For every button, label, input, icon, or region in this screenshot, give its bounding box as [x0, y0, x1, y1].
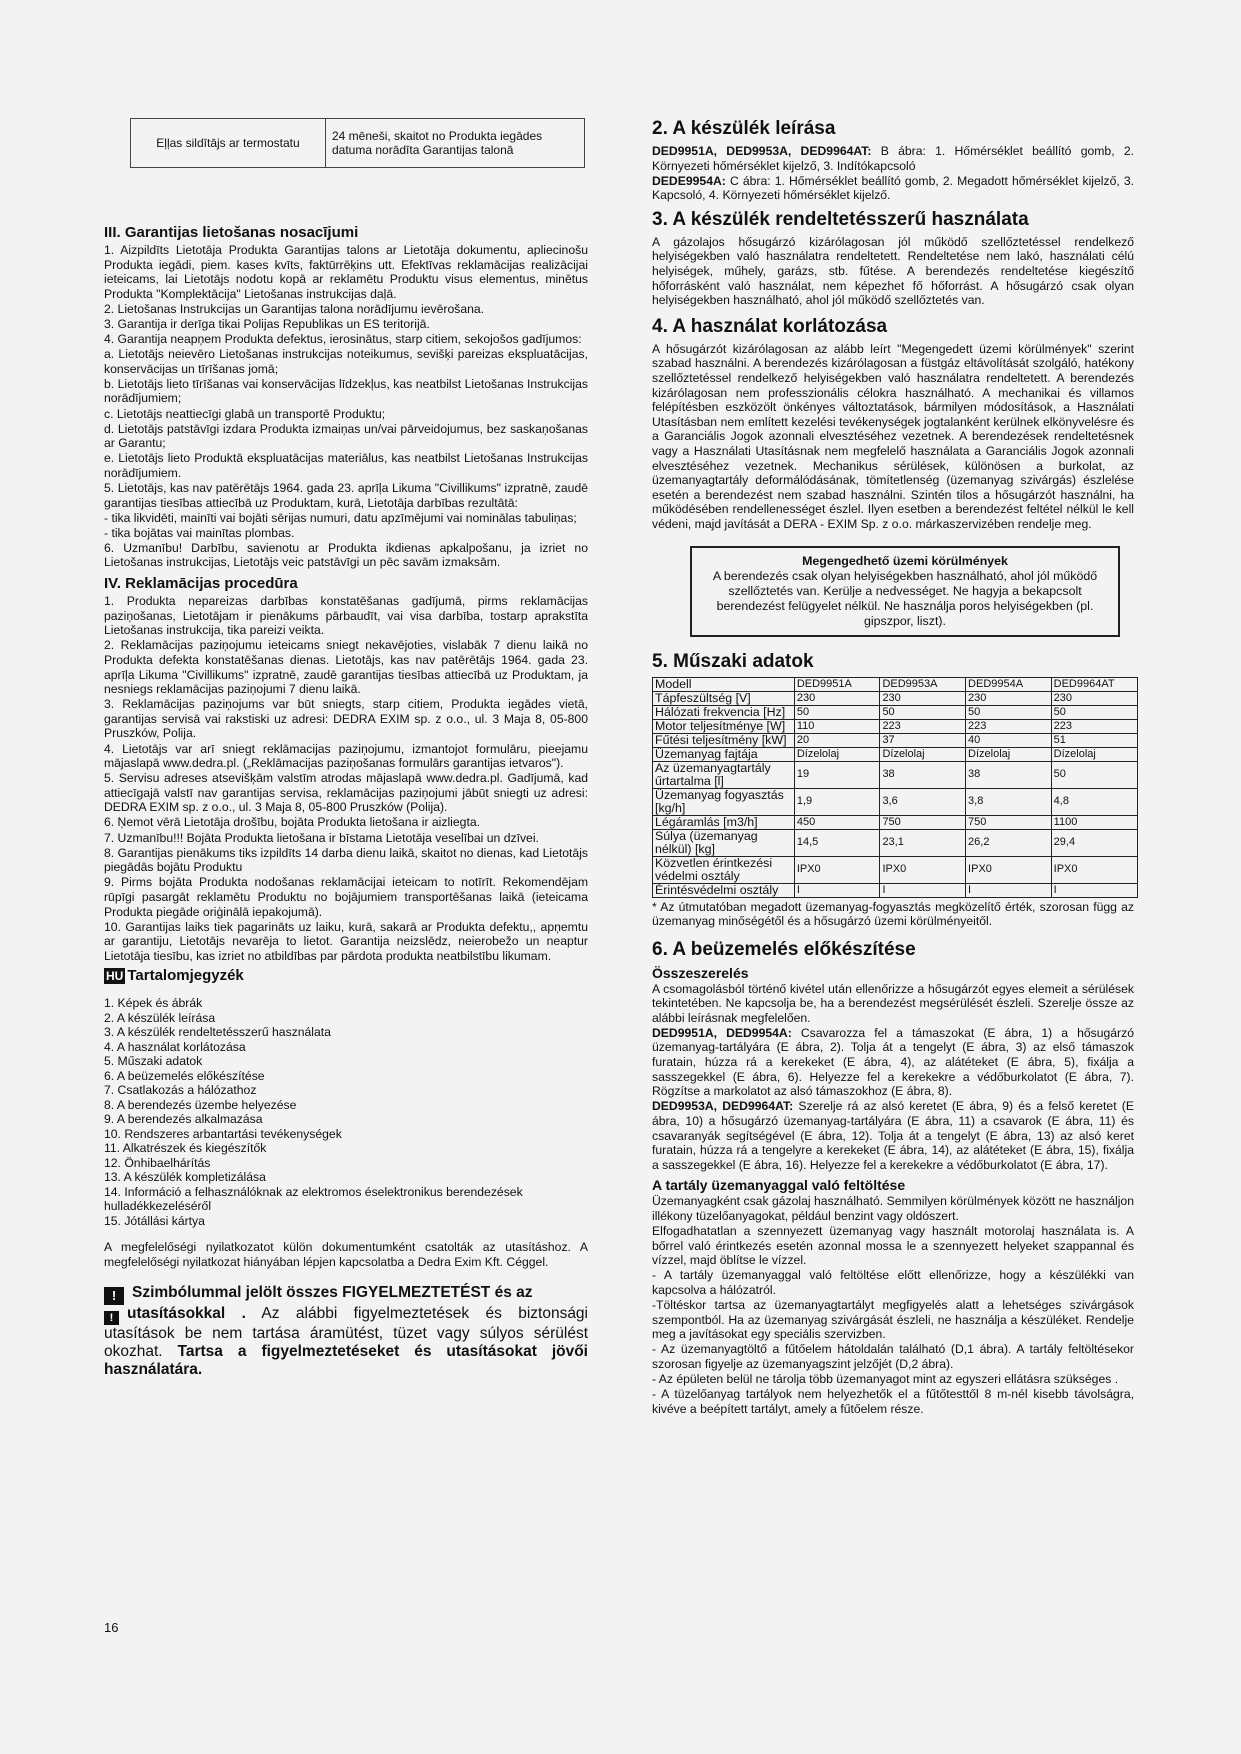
conformity-note: A megfelelőségi nyilatkozatot külön dokumentumként csatolták az utasításhoz. A megfelelőségi nyilatkozat hiányában lépjen kapcsolatba a Dedra Exim Kft. Céggel.: [104, 1240, 588, 1269]
section-3-body: A gázolajos hősugárzó kizárólagosan jól működő szellőztetéssel rendelkező helyiségekben való használatra rendeltetett. Rendeltetése nem lakó, használati célú helyiségek, műhely, garázs, stb. fűtése. A berendezés rendeltetése kiegészítő hőforrásként való használat, nem képezhet fő hőforrást. A hősugárzó csak olyan helyiségekben használható, ahol jól működő szellőztetés van.: [652, 234, 1134, 308]
table-cell: 50: [1051, 705, 1137, 719]
table-cell: Dízelolaj: [966, 747, 1052, 761]
model-list: DED9953A, DED9964AT:: [652, 1099, 794, 1114]
paragraph: b. Lietotājs lieto tīrīšanas vai konservācijas līdzekļus, kas neatbilst Lietošanas Instrukcijas norādījumiem;: [104, 376, 588, 406]
table-cell: 40: [966, 733, 1052, 747]
table-cell: 223: [880, 719, 966, 733]
paragraph: 3. Garantija ir derīga tikai Polijas Republikas un ES teritorijā.: [104, 316, 430, 331]
table-row: [653, 705, 1138, 719]
table-cell: 51: [1051, 733, 1137, 747]
paragraph: - tika bojātas vai mainītas plombas.: [104, 525, 295, 540]
table-cell: I: [966, 883, 1052, 897]
toc-item: 10. Rendszeres arbantartási tevékenységek: [104, 1126, 342, 1141]
description-text: B ábra: 1. Hőmérséklet beállító gomb, 2. Környezeti hőmérséklet kijelző, 3. Indítókapcsoló: [652, 144, 1134, 173]
paragraph: - Az üzemanyagtöltő a fűtőelem hátoldalán található (D,1 ábra). A tartály feltöltésekor szorosan figyelje az üzemanyagszint jelzőjét (D,2 ábra).: [652, 1342, 1134, 1371]
toc-item: 11. Alkatrészek és kiegészítők: [104, 1141, 267, 1156]
table-cell: Dízelolaj: [1051, 747, 1137, 761]
paragraph: [652, 174, 1134, 203]
row-label: Közvetlen érintkezési védelmi osztály: [653, 856, 795, 883]
paragraph: e. Lietotājs lieto Produktā ekspluatācijas materiālus, kas neatbilst Lietošanas Instrukcijas norādījumiem.: [104, 451, 588, 480]
table-cell: 14,5: [794, 829, 880, 856]
paragraph: - A tartály üzemanyaggal való feltöltése előtt ellenőrizze, hogy a készülékki van kapcsolva a hálózatról.: [652, 1268, 1134, 1297]
table-row: [653, 733, 1138, 747]
table-cell: 750: [880, 815, 966, 829]
toc-item: 13. A készülék kompletizálása: [104, 1170, 266, 1185]
paragraph: [652, 1026, 1134, 1099]
paragraph: 6. Uzmanību! Darbību, savienotu ar Produkta ikdienas apkalpošanu, ja izriet no Lietošanas instrukcijas, Lietotājs veic patstāvīgi un pēc savām izmaksām.: [104, 540, 588, 570]
table-row: [653, 761, 1138, 788]
assembly-body: [652, 982, 1134, 1173]
toc-item: 7. Csatlakozás a hálózathoz: [104, 1083, 257, 1098]
warning-text: Az alábbi figyelmeztetések és biztonsági utasítások be nem tartása áramütést, tüzet vagy súlyos sérülést okozhat.: [104, 1304, 588, 1360]
section-6-title: 6. A beüzemelés előkészítése: [652, 938, 916, 960]
table-cell: I: [880, 883, 966, 897]
guarantee-table: [130, 118, 585, 168]
table-cell: 230: [794, 691, 880, 705]
model-list: DEDE9954A:: [652, 173, 726, 188]
table-cell: IPX0: [966, 856, 1052, 883]
conditions-box: [690, 546, 1120, 637]
table-cell: 750: [966, 815, 1052, 829]
table-cell: 230: [1051, 691, 1137, 705]
warning-icon: !: [104, 1287, 124, 1305]
table-row: [653, 883, 1138, 897]
warning-bold-3: Tartsa a figyelmeztetéseket és utasításokat jövői használatára.: [104, 1342, 588, 1378]
toc-item: 9. A berendezés alkalmazása: [104, 1112, 263, 1127]
table-cell: 1,9: [794, 788, 880, 815]
table-cell: Dízelolaj: [794, 747, 880, 761]
column-header: DED9951A: [794, 677, 880, 691]
paragraph: c. Lietotājs neattiecīgi glabā un transportē Produktu;: [104, 406, 386, 421]
toc-item: 6. A beüzemelés előkészítése: [104, 1068, 265, 1083]
table-row: [653, 788, 1138, 815]
table-cell: 230: [966, 691, 1052, 705]
table-cell: IPX0: [794, 856, 880, 883]
toc-item: 2. A készülék leírása: [104, 1010, 216, 1025]
paragraph: 4. Garantija neapņem Produkta defektus, ierosinātus, starp citiem, sekojošos gadījumos:: [104, 332, 582, 347]
table-cell: IPX0: [1051, 856, 1137, 883]
section-iv-title: IV. Reklamācijas procedūra: [104, 575, 298, 593]
paragraph: 2. Lietošanas Instrukcijas un Garantijas talona norādījumu ievērošana.: [104, 301, 485, 316]
table-cell: 230: [880, 691, 966, 705]
paragraph: [652, 1099, 1134, 1172]
toc-item: 15. Jótállási kártya: [104, 1213, 205, 1228]
fuel-subtitle: A tartály üzemanyaggal való feltöltése: [652, 1177, 906, 1194]
row-label: Üzemanyag fogyasztás [kg/h]: [653, 788, 795, 815]
paragraph: 2. Reklamācijas paziņojumu ieteicams sniegt nekavējoties, vislabāk 7 dienu laikā no Produkta defekta konstatēšanas dienas. Lietotājs, kas nav patērētājs 1964. gada 23. aprīļa Likuma "Civillikums" izpratnē, zaudē garantijas tiesības attiecībā uz Produktam, ja nesniegs reklamācijas paziņojumi 7 dienu laikā.: [104, 638, 588, 697]
table-row: [653, 856, 1138, 883]
column-header: Modell: [653, 677, 795, 691]
paragraph: 7. Uzmanību!!! Bojāta Produkta lietošana ir bīstama Lietotāja veselībai un dzīvei.: [104, 830, 539, 845]
column-header: DED9953A: [880, 677, 966, 691]
assembly-text: Szerelje rá az alsó keretet (E ábra, 9) és a felső keretet (E ábra, 10) a hősugárzó üzemanyag-tartályára (E ábra, 11) a csavarok (E ábra, 11) és csavaranyák segítségével (E ábra, 12). Tolja át a tengelyt (E ábra, 13) az alsó keret furatain, húzza rá a tengelyre a kerekeket (E ábra, 14), az alátéteket (E ábra, 15), fixálja a sasszegekkel (E ábra, 16). Helyezze fel a kerekekre a védőburkolatot (E ábra, 17).: [652, 1099, 1134, 1172]
toc-item: 8. A berendezés üzembe helyezése: [104, 1097, 297, 1112]
table-cell: 4,8: [1051, 788, 1137, 815]
paragraph: Üzemanyagként csak gázolaj használható. Semmilyen körülmények között ne használjon illékony tüzelőanyagokat, például benzint vagy oldószert.: [652, 1194, 1134, 1223]
section-iv-body: [104, 594, 588, 963]
row-label: Üzemanyag fajtája: [653, 747, 795, 761]
paragraph: - A tüzelőanyag tartályok nem helyezhetők el a fűtőtesttől 8 m-nél kisebb távolságra, kivéve a beépített tartályt, amely a fűtőelem része.: [652, 1387, 1134, 1416]
assembly-text: Csavarozza fel a támaszokat (E ábra, 1) a hősugárzó üzemanyag-tartályára (E ábra, 2). Tolja át a tengelyt (E ábra, 3) az első támaszok furatain, húzza rá a kerekeket (E ábra, 4), az alátéteket (E ábra, 5), fixálja a sasszegekkel (E ábra, 6). Helyezze fel a kerekekre a védőburkolatot (E ábra, 7). Rögzítse a markolatot az alsó támaszokhoz (E ábra, 8).: [652, 1025, 1134, 1099]
table-cell: 38: [880, 761, 966, 788]
table-cell: 50: [794, 705, 880, 719]
table-cell: 50: [1051, 761, 1137, 788]
table-row: [653, 815, 1138, 829]
table-cell: 3,8: [966, 788, 1052, 815]
row-label: Tápfeszültség [V]: [653, 691, 795, 705]
page-number: 16: [104, 1620, 119, 1635]
paragraph: a. Lietotājs neievēro Lietošanas instrukcijas noteikumus, sevišķi pareizas ekspluatācijas, konservācijas un tīrīšanas jomā;: [104, 347, 588, 376]
section-iii-title: III. Garantijas lietošanas nosacījumi: [104, 224, 359, 241]
paragraph: 5. Lietotājs, kas nav patērētājs 1964. gada 23. aprīļa Likuma "Civillikums" izpratnē, zaudē garantijas tiesības attiecībā uz Produktam, kurā, Lietotāja darbības rezultātā:: [104, 481, 588, 510]
paragraph: - Az épületen belül ne tárolja több üzemanyagot mint az egyszeri ellátásra szükséges .: [652, 1371, 1119, 1386]
row-label: Légáramlás [m3/h]: [653, 815, 795, 829]
paragraph: 3. Reklamācijas paziņojums var būt sniegts, starp citiem, Produkta iegādes vietā, garantijas servisā vai rakstiski uz adresi: DEDRA EXIM sp. z o.o., ul. 3 Maja 8, 05-800 Pruszków, Polija.: [104, 697, 588, 741]
row-label: Az üzemanyagtartály űrtartalma [l]: [653, 761, 795, 788]
paragraph: 9. Pirms bojāta Produkta nodošanas reklamācijai ieteicam to notīrīt. Rekomendējam rūpīgi pasargāt reklamētu Produktu no bojājumiem transportēšanas laikā (ieteicama Produkta piegāde oriģinālā iepakojumā).: [104, 875, 588, 919]
paragraph: [652, 144, 1134, 173]
table-row: [653, 691, 1138, 705]
toc-item: 14. Információ a felhasználóknak az elektromos éselektronikus berendezések hulladékkezeléséről: [104, 1184, 523, 1214]
table-row: [653, 719, 1138, 733]
warning-bold-1: Szimbólummal jelölt összes FIGYELMEZTETÉST és az: [132, 1283, 533, 1301]
table-cell: 20: [794, 733, 880, 747]
section-2-title: 2. A készülék leírása: [652, 118, 836, 139]
table-cell: 110: [794, 719, 880, 733]
assembly-subtitle: Összeszerelés: [652, 964, 749, 981]
paragraph: 8. Garantijas pienākums tiks izpildīts 14 darba dienu laikā, skaitot no dienas, kad Lietotājs piegādās bojātu Produktu: [104, 845, 588, 875]
warning-block: [104, 1284, 588, 1379]
toc-item: 4. A használat korlátozása: [104, 1039, 246, 1054]
table-cell: 23,1: [880, 829, 966, 856]
paragraph: 5. Servisu adreses atsevišķām valstīm atrodas mājaslapā www.dedra.pl. Gadījumā, kad attiecīgajā valstī nav garantijas servisa, reklamācijas paziņojumi jābūt sniegti uz adresi: DEDRA EXIM sp. z o.o., ul. 3 Maja 8, 05-800 Pruszków (Polija).: [104, 771, 588, 815]
table-cell: 50: [966, 705, 1052, 719]
toc-heading: [104, 967, 588, 984]
paragraph: -Töltéskor tartsa az üzemanyagtartályt megfigyelés alatt a lehetséges szivárgások szempontból. Ha az üzemanyag szivárgását észleli, ne használja a készüléket. Rendelje meg a javításokat egy speciális szervizben.: [652, 1297, 1134, 1342]
paragraph: 10. Garantijas laiks tiek pagarināts uz laiku, kurā, sakarā ar Produkta defektu,, apņemtu ar garantiju, Lietotājs nevarēja to lietot. Garantija neizslēdz, neierobežo un neaptur Lietotāja tiesību, kas izriet no atbildības par pārdota produkta neatbilstību likumam.: [104, 919, 588, 963]
toc-list: [104, 996, 588, 1228]
table-cell: 37: [880, 733, 966, 747]
warning-icon: !: [104, 1311, 119, 1325]
right-column: [652, 118, 1134, 1417]
paragraph: 1. Produkta nepareizas darbības konstatēšanas gadījumā, pirms reklamācijas paziņošanas, Lietotājam ir pienākums pārbaudīt, vai visa darbība, tostarp aprakstīta Lietošanas instrukcija, tika pareizi veikta.: [104, 594, 588, 638]
paragraph: 1. Aizpildīts Lietotāja Produkta Garantijas talons ar Lietotāja dokumentu, apliecinošu Produkta iegādi, piem. kases kvīts, faktūrrēķins utt. Efektīvas reklamācijas realizācijai ieteicams, lai Lietotājs nodotu kopā ar reklamētu Produktu visus elementus, minētus Produkta "Komplektācija" Lietošanas instrukcijas daļā.: [104, 243, 588, 301]
table-cell: 223: [1051, 719, 1137, 733]
toc-item: 12. Önhibaelhárítás: [104, 1155, 211, 1170]
column-header: DED9964AT: [1051, 677, 1137, 691]
table-cell: IPX0: [880, 856, 966, 883]
table-header-row: [653, 677, 1138, 691]
toc-item: 1. Képek és ábrák: [104, 996, 203, 1011]
warning-bold-2: utasításokkal .: [127, 1304, 246, 1322]
row-label: Hálózati frekvencia [Hz]: [653, 705, 795, 719]
paragraph: - tika likvidēti, mainīti vai bojāti sērijas numuri, datu apzīmējumi vai nominālas tabuliņas;: [104, 510, 577, 525]
guarantee-period-cell: 24 mēneši, skaitot no Produkta iegādes datuma norādīta Garantijas talonā: [326, 119, 585, 168]
section-2-body: [652, 144, 1134, 203]
column-header: DED9954A: [966, 677, 1052, 691]
fuel-body: [652, 1194, 1134, 1416]
table-cell: 29,4: [1051, 829, 1137, 856]
conditions-title: Megengedhető üzemi körülmények: [802, 553, 1008, 568]
model-list: DED9951A, DED9953A, DED9964AT:: [652, 144, 872, 158]
row-label: Motor teljesítménye [W]: [653, 719, 795, 733]
table-cell: 223: [966, 719, 1052, 733]
section-4-title: 4. A használat korlátozása: [652, 315, 888, 337]
paragraph: 4. Lietotājs var arī sniegt reklāmacijas paziņojumu, izmantojot formulāru, pieejamu mājaslapā www.dedra.pl. („Reklāmacijas paziņošanas formulārs garantijas ietvaros").: [104, 741, 588, 771]
table-cell: Dízelolaj: [880, 747, 966, 761]
guarantee-product-cell: Eļļas sildītājs ar termostatu: [131, 119, 326, 168]
toc-item: 3. A készülék rendeltetésszerű használata: [104, 1025, 331, 1040]
table-row: [131, 119, 585, 168]
left-column: [104, 118, 588, 1379]
row-label: Érintésvédelmi osztály: [653, 883, 795, 897]
description-text: C ábra: 1. Hőmérséklet beállító gomb, 2. Megadott hőmérséklet kijelző, 3. Kapcsoló, 4. Környezeti hőmérséklet kijelző.: [652, 173, 1134, 203]
paragraph: 6. Ņemot vērā Lietotāja drošību, bojāta Produkta lietošana ir aizliegta.: [104, 815, 480, 830]
tech-table: [652, 677, 1138, 898]
section-iii-body: [104, 243, 588, 570]
table-cell: 26,2: [966, 829, 1052, 856]
table-cell: I: [1051, 883, 1137, 897]
table-cell: 450: [794, 815, 880, 829]
table-cell: I: [794, 883, 880, 897]
table-cell: 38: [966, 761, 1052, 788]
model-list: DED9951A, DED9954A:: [652, 1025, 792, 1040]
table-row: [653, 829, 1138, 856]
table-cell: 1100: [1051, 815, 1137, 829]
table-cell: 50: [880, 705, 966, 719]
language-badge: HU: [106, 969, 124, 984]
section-4-body: A hősugárzót kizárólagosan az alább leírt "Megengedett üzemi körülmények" szerint szabad használni. A berendezés kizárólagosan a füstgáz eltávolítását szolgáló, hatékony szellőztetéssel rendelkező helyiségekben való használatra rendeltetett. A berendezés kizárólagosan nem professzionális célokra használható. A mechanikai és villamos felépítésben eszközölt önkényes változtatások, bármilyen módosítások, a Használati Utasításban nem említett kezelési tevékenységek jogtalanként kerülnek elkönyvelésre és a Garanciális Jogok azonnali elvesztéséhez vezetnek. A berendezések rendeltetésnek vagy a Használati Utasításnak nem megfelelő használata a Garanciális Jogok azonnali elvesztéséhez vezetnek. Mechanikus sérülések, különösen a burkolat, az üzemanyagtartály deformálódásának, tömítetlenség (üzemanyag szivárgás) észlelése esetén a berendezést nem szabad használni. Szintén tilos a hősugárzót használni, ha működésében rendellenességet észlel. Ilyen esetben a berendezést feltétel nélkül le kell védeni, majd javítását a DERA - EXIM Sp. z o.o. márkaszervizében rendelje meg.: [652, 341, 1134, 531]
table-cell: 3,6: [880, 788, 966, 815]
conditions-text: A berendezés csak olyan helyiségekben használható, ahol jól működő szellőztetés van. Kerülje a nedvességet. Ne hagyja a bekapcsolt berendezést felügyelet nélkül. Ne használja poros helyiségekben (pl. gipszpor, liszt).: [712, 568, 1098, 628]
table-row: [653, 747, 1138, 761]
row-label: Fűtési teljesítmény [kW]: [653, 733, 795, 747]
toc-item: 5. Műszaki adatok: [104, 1054, 203, 1069]
table-cell: 19: [794, 761, 880, 788]
section-5-title: 5. Műszaki adatok: [652, 650, 814, 672]
row-label: Súlya (üzemanyag nélkül) [kg]: [653, 829, 795, 856]
toc-title: Tartalomjegyzék: [127, 967, 244, 985]
paragraph: A csomagolásból történő kivétel után ellenőrizze a hősugárzót egyes elemeit a sérülések tekintetében. Ne kapcsolja be, ha a berendezést megsérülését észleli. Szerelje össze az alábbi leírásnak megfelelően.: [652, 981, 1134, 1025]
section-3-title: 3. A készülék rendeltetésszerű használata: [652, 208, 1029, 230]
consumption-note: * Az útmutatóban megadott üzemanyag-fogyasztás megközelítő érték, szorosan függ az üzemanyag minőségétől és a hősugárzó üzemi körülményeitől.: [652, 899, 1134, 929]
paragraph: d. Lietotājs patstāvīgi izdara Produkta izmaiņas un/vai pārveidojumus, bez saskaņošanas ar Garantu;: [104, 421, 588, 451]
paragraph: Elfogadhatatlan a szennyezett üzemanyag vagy használt motorolaj használata is. A bőrrel való érintkezés esetén azonnal mossa le a szennyezett helyeket szappannal és vízzel, majd öblítse le vízzel.: [652, 1223, 1134, 1268]
